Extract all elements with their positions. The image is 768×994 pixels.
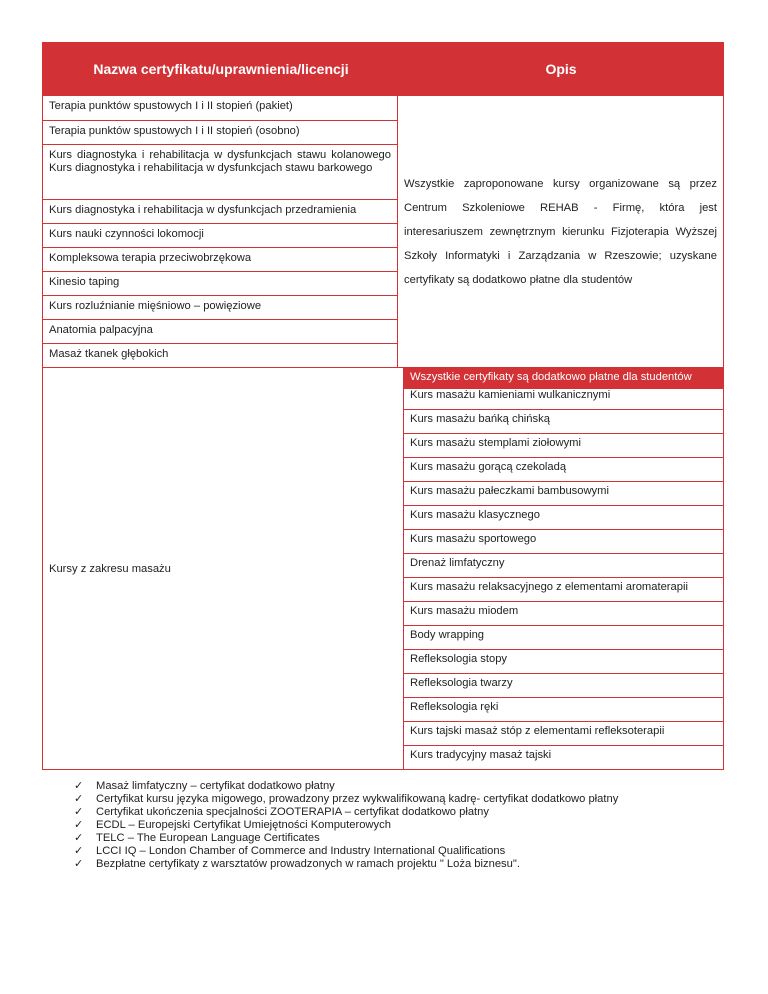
list-item (74, 858, 618, 871)
rehab-description-cell (398, 96, 723, 367)
note-text: TELC – The European Language Certificates (96, 832, 320, 844)
massage-course-list (404, 368, 723, 769)
massage-course-cell: Kurs masażu stemplami ziołowymi (404, 433, 723, 457)
course-cell: Anatomia palpacyjna (43, 319, 397, 343)
header-description-column: Opis (545, 61, 577, 77)
list-item (74, 845, 618, 858)
header-name-column: Nazwa certyfikatu/uprawnienia/licencji (93, 61, 349, 77)
massage-course-cell: Kurs masażu bańką chińską (404, 409, 723, 433)
massage-course-cell: Body wrapping (404, 625, 723, 649)
notes-list (74, 780, 618, 871)
list-item (74, 793, 618, 806)
note-text: ECDL – Europejski Certyfikat Umiejętności Komputerowych (96, 819, 391, 831)
table-header (43, 43, 723, 95)
check-icon: ✓ (74, 858, 84, 870)
list-item (74, 806, 618, 819)
course-cell: Kurs diagnostyka i rehabilitacja w dysfunkcjach stawu kolanowego Kurs diagnostyka i rehabilitacja w dysfunkcjach stawu barkowego (43, 144, 397, 199)
check-icon: ✓ (74, 832, 84, 844)
rehab-section (43, 95, 723, 367)
course-cell: Terapia punktów spustowych I i II stopień (osobno) (43, 120, 397, 144)
massage-course-cell: Kurs masażu sportowego (404, 529, 723, 553)
massage-course-cell: Kurs masażu kamieniami wulkanicznymi (410, 389, 611, 401)
note-text: Certyfikat kursu języka migowego, prowadzony przez wykwalifikowaną kadrę- certyfikat dodatkowo płatny (96, 793, 619, 805)
massage-course-cell: Kurs tajski masaż stóp z elementami refleksoterapii (404, 721, 723, 745)
course-cell: Kurs rozluźnianie mięśniowo – powięziowe (43, 295, 397, 319)
massage-course-cell: Kurs masażu klasycznego (404, 505, 723, 529)
rehab-description: Wszystkie zaproponowane kursy organizowane są przez Centrum Szkoleniowe REHAB - Firmę, która jest interesariuszem zewnętrznym kierunku Fizjoterapia Wyższej Szkoły Informatyki i Zarządzania w Rzeszowie; uzyskane certyfikaty są dodatkowo płatne dla studentów (404, 178, 717, 286)
note-text: LCCI IQ – London Chamber of Commerce and Industry International Qualifications (96, 845, 506, 857)
massage-course-cell: Kurs masażu relaksacyjnego z elementami aromaterapii (404, 577, 723, 601)
note-text: Bezpłatne certyfikaty z warsztatów prowadzonych w ramach projektu " Loża biznesu". (96, 858, 520, 870)
massage-course-cell: Kurs masażu miodem (404, 601, 723, 625)
course-cell: Kinesio taping (43, 271, 397, 295)
course-cell: Masaż tkanek głębokich (43, 343, 397, 367)
check-icon: ✓ (74, 780, 84, 792)
massage-section (43, 367, 723, 769)
certificates-table (42, 42, 724, 770)
massage-course-cell: Kurs tradycyjny masaż tajski (404, 745, 723, 769)
massage-course-cell: Kurs masażu gorącą czekoladą (404, 457, 723, 481)
rehab-course-list (43, 96, 398, 367)
course-cell: Kompleksowa terapia przeciwobrzękowa (43, 247, 397, 271)
massage-label-cell (43, 368, 404, 769)
course-cell: Kurs diagnostyka i rehabilitacja w dysfunkcjach przedramienia (43, 199, 397, 223)
massage-course-cell: Drenaż limfatyczny (404, 553, 723, 577)
check-icon: ✓ (74, 845, 84, 857)
massage-course-cell: Kurs masażu pałeczkami bambusowymi (404, 481, 723, 505)
massage-course-cell: Refleksologia stopy (404, 649, 723, 673)
note-text: Certyfikat ukończenia specjalności ZOOTERAPIA – certyfikat dodatkowo płatny (96, 806, 489, 818)
list-item (74, 832, 618, 845)
massage-course-cell: Refleksologia ręki (404, 697, 723, 721)
course-cell: Terapia punktów spustowych I i II stopień (pakiet) (49, 100, 293, 112)
list-item (74, 780, 618, 793)
note-text: Masaż limfatyczny – certyfikat dodatkowo płatny (96, 780, 335, 792)
list-item (74, 819, 618, 832)
course-cell: Kurs nauki czynności lokomocji (43, 223, 397, 247)
check-icon: ✓ (74, 819, 84, 831)
check-icon: ✓ (74, 793, 84, 805)
massage-course-cell: Refleksologia twarzy (404, 673, 723, 697)
massage-label: Kursy z zakresu masażu (49, 562, 171, 575)
massage-note: Wszystkie certyfikaty są dodatkowo płatne dla studentów (404, 368, 723, 389)
check-icon: ✓ (74, 806, 84, 818)
